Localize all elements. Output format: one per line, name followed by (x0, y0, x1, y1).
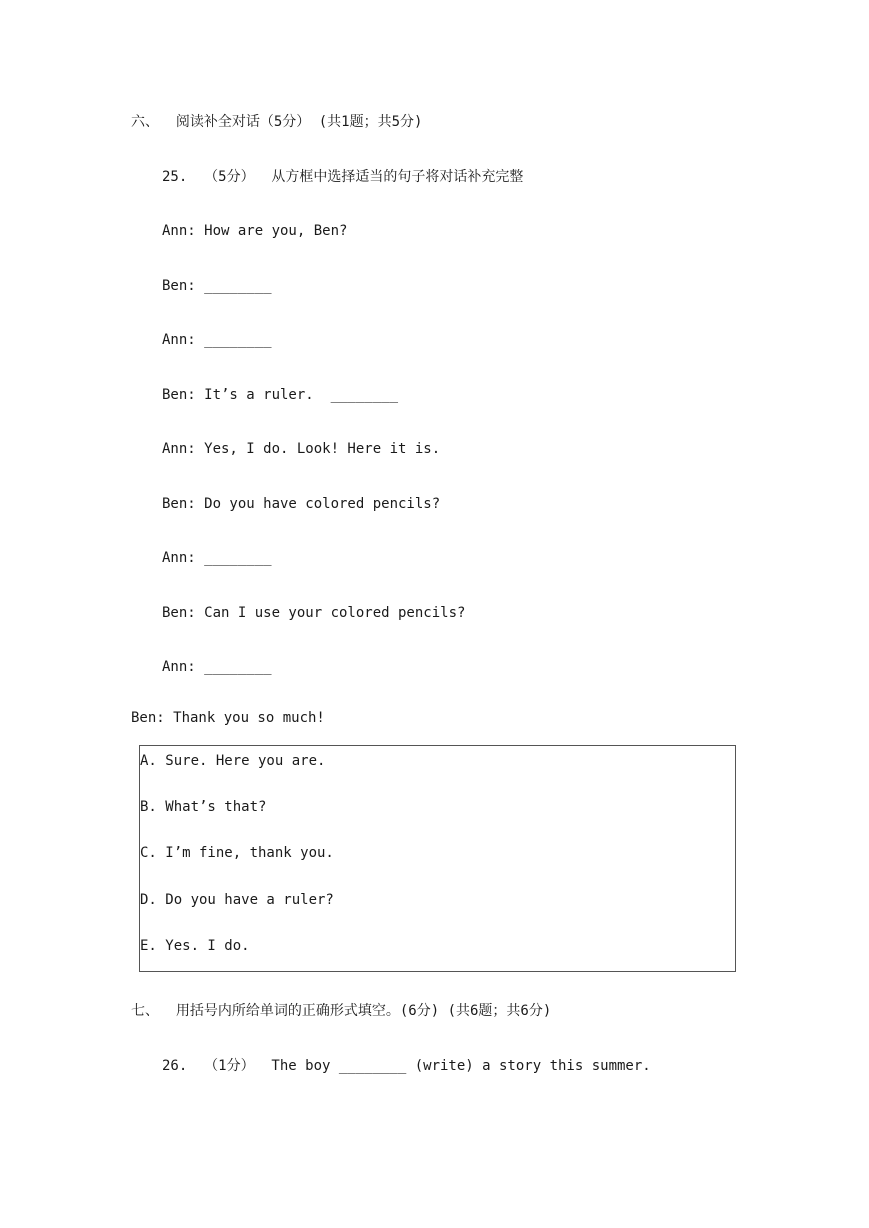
option-e: E. Yes. I do. (140, 938, 250, 954)
dialog-line: Ben: Can I use your colored pencils? (162, 605, 466, 621)
question-25-stem: 25. （5分） 从方框中选择适当的句子将对话补充完整 (162, 169, 524, 185)
dialog-line: Ann: ________ (162, 550, 272, 566)
option-d: D. Do you have a ruler? (140, 892, 334, 908)
dialog-line: Ben: It’s a ruler. ________ (162, 387, 399, 403)
question-26-stem: 26. （1分） The boy ________ (write) a story this summer. (162, 1058, 651, 1074)
option-c: C. I’m fine, thank you. (140, 845, 334, 861)
options-box (139, 745, 736, 972)
option-a: A. Sure. Here you are. (140, 753, 326, 769)
dialog-line: Ann: Yes, I do. Look! Here it is. (162, 441, 441, 457)
section-7-heading: 七、 用括号内所给单词的正确形式填空。(6分) (共6题；共6分) (131, 1003, 552, 1019)
section-6-heading: 六、 阅读补全对话（5分） (共1题；共5分) (131, 114, 423, 130)
dialog-line: Ann: How are you, Ben? (162, 223, 348, 239)
dialog-line: Ben: Do you have colored pencils? (162, 496, 441, 512)
dialog-closing-line: Ben: Thank you so much! (131, 710, 325, 726)
dialog-line: Ann: ________ (162, 332, 272, 348)
dialog-line: Ben: ________ (162, 278, 272, 294)
option-b: B. What’s that? (140, 799, 267, 815)
dialog-line: Ann: ________ (162, 659, 272, 675)
